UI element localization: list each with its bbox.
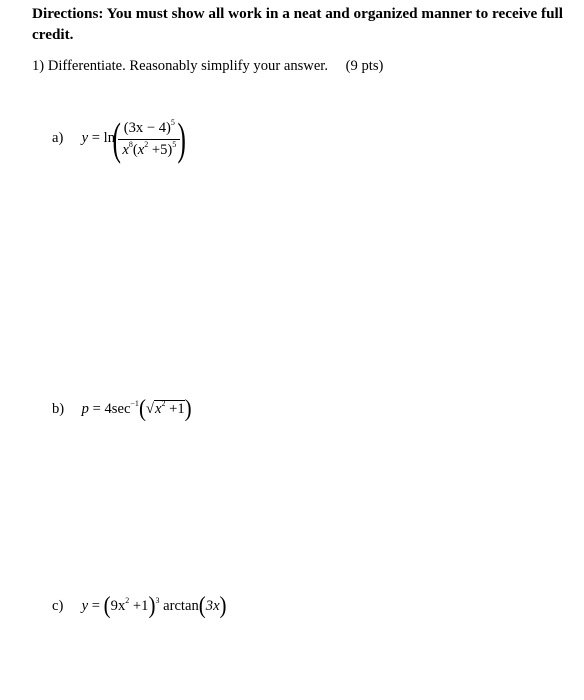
part-b-radical <box>154 400 185 418</box>
part-a-den-inner: x <box>137 141 145 158</box>
part-a <box>52 113 187 164</box>
part-c-label: c) <box>52 598 64 614</box>
part-a-label: a) <box>52 130 64 147</box>
part-b-radicand: x <box>154 401 162 417</box>
part-a-den-const: +5 <box>151 141 168 158</box>
part-b-inverse-power: −1 <box>130 399 139 408</box>
part-b-plus: +1 <box>169 401 185 417</box>
question-1-header <box>32 58 383 75</box>
question-number: 1) <box>32 58 45 74</box>
part-c-inner-plus: +1 <box>132 598 149 614</box>
part-c-lhs: y <box>81 598 89 614</box>
part-a-left-paren: ( <box>112 113 121 164</box>
part-c-outer-power: 3 <box>155 596 160 605</box>
part-b-equation: $p = 4\sec^{-1}(√x^2 +1)$ <box>81 394 192 422</box>
part-a-fraction <box>118 117 180 159</box>
part-a-numerator-base: (3x − 4) <box>123 119 171 136</box>
part-c-func: arctan <box>163 598 199 614</box>
part-b-radicand-power: 2 <box>161 399 166 408</box>
part-b-label: b) <box>52 401 65 417</box>
part-c-inner-power: 2 <box>125 596 130 605</box>
part-c-arg: 3x <box>205 598 220 614</box>
part-a-den-power: 5 <box>172 139 177 149</box>
part-a-denominator: $x^8(x^2 +5)^5$ <box>122 139 177 158</box>
part-a-numerator <box>118 117 180 140</box>
part-a-right-paren: ) <box>177 113 187 164</box>
part-b <box>52 396 192 421</box>
part-a-numerator-power: 5 <box>170 117 175 127</box>
part-a-den-x-power: 8 <box>128 139 133 149</box>
question-points: (9 pts) <box>345 58 384 74</box>
part-a-func: ln <box>103 130 116 147</box>
part-a-den-inner-power: 2 <box>144 139 149 149</box>
part-b-lhs: p <box>81 401 89 417</box>
directions-text: Directions: You must show all work in a neat and organized manner to receive full credit. <box>32 5 563 43</box>
part-c-equation: $y = (9x^2 +1)^3$ arctan(3x) <box>81 591 227 619</box>
part-c <box>52 593 227 618</box>
question-text: Differentiate. Reasonably simplify your answer. <box>47 58 329 74</box>
part-b-coefficient: 4sec <box>104 401 131 417</box>
part-c-inner: 9x <box>110 598 126 614</box>
part-a-lhs: y <box>81 130 89 147</box>
part-a-equation: y = ln( $\frac{(3x - 4)^5}{x^8(x^2 +5)^5}$ ) <box>81 113 187 164</box>
